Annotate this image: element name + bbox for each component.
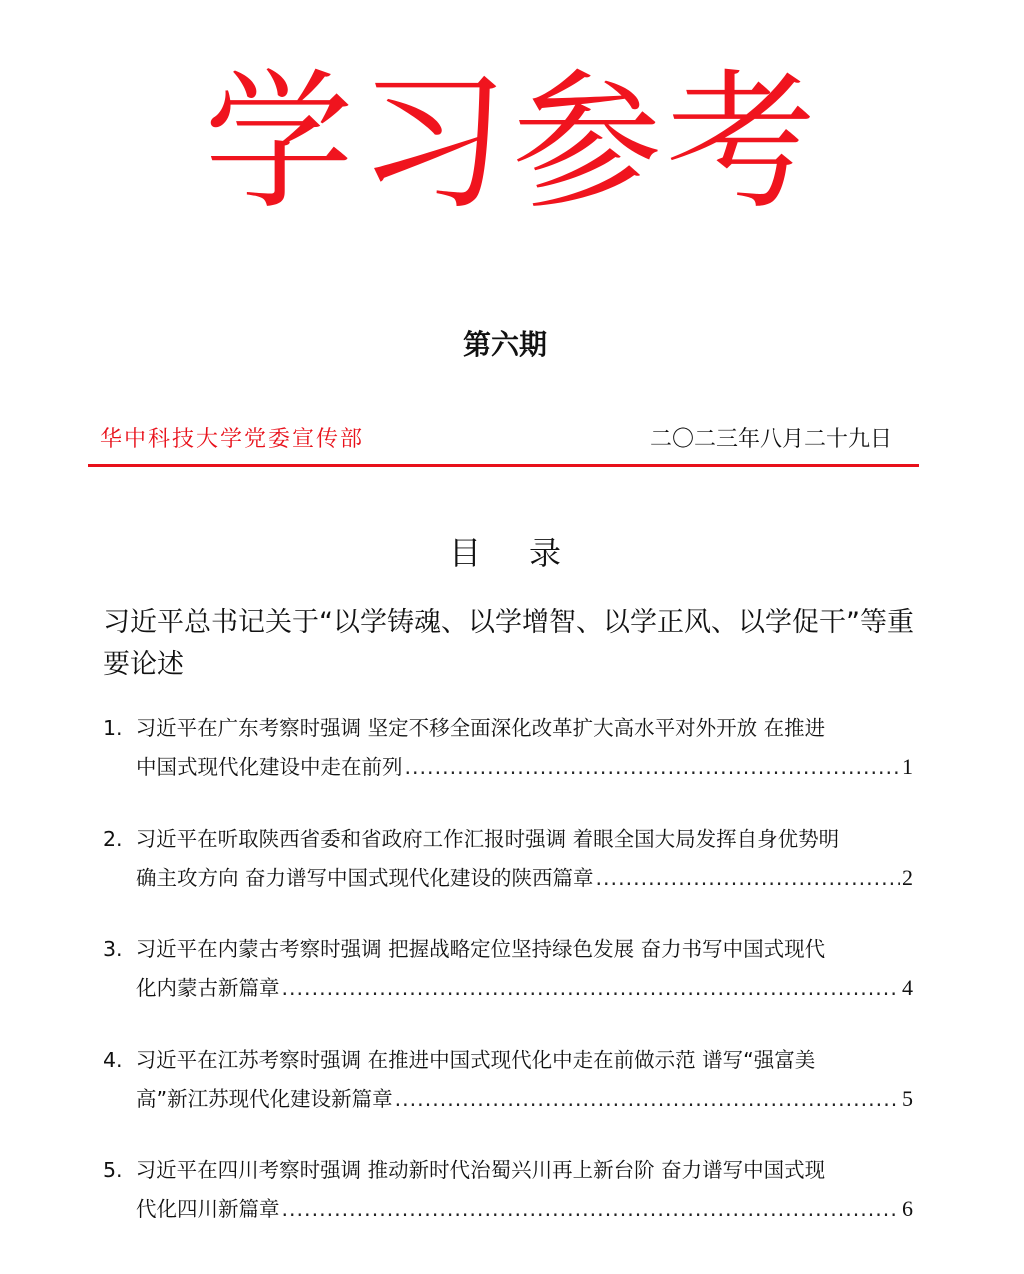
entry-title-line1: 习近平在江苏考察时强调 在推进中国式现代化中走在前做示范 谱写“强富美 <box>135 1047 816 1072</box>
entry-number: 2. <box>103 826 123 851</box>
entry-title-line2: 中国式现代化建设中走在前列 <box>136 755 403 779</box>
entry-title-line1: 习近平在四川考察时强调 推动新时代治蜀兴川再上新台阶 奋力谱写中国式现 <box>135 1158 826 1182</box>
entry-number: 5. <box>103 1158 123 1182</box>
entry-number: 3. <box>103 937 123 961</box>
toc-entry[interactable] <box>103 927 913 1001</box>
toc-heading-char: 目 <box>448 534 481 572</box>
entry-number: 1. <box>103 716 123 740</box>
entry-page: 2 <box>902 864 913 890</box>
entry-page: 4 <box>902 975 913 1000</box>
header-rule <box>88 464 919 467</box>
toc-entry[interactable] <box>103 706 913 780</box>
dot-leader <box>596 866 900 890</box>
publisher: 华中科技大学党委宣传部 <box>100 427 365 452</box>
dot-leader <box>282 1197 901 1221</box>
dot-leader <box>395 1087 900 1111</box>
publication-date: 二〇二三年八月二十九日 <box>649 427 892 452</box>
dot-leader <box>282 976 901 1000</box>
entry-title-line2: 代化四川新篇章 <box>136 1197 280 1221</box>
issue-number: 第六期 <box>462 328 547 361</box>
entry-title-line1: 习近平在内蒙古考察时强调 把握战略定位坚持绿色发展 奋力书写中国式现代 <box>135 937 826 961</box>
entry-title-line2: 高”新江苏现代化建设新篇章 <box>136 1086 393 1111</box>
publication-title: 学习参考 <box>203 56 820 230</box>
toc-entry[interactable] <box>103 1038 913 1112</box>
dot-leader <box>405 755 901 779</box>
entry-page: 5 <box>902 1085 913 1111</box>
entry-title-line2: 化内蒙古新篇章 <box>136 976 280 1000</box>
entry-page: 1 <box>902 754 913 779</box>
entry-title-line2: 确主攻方向 奋力谱写中国式现代化建设的陕西篇章 <box>136 865 594 890</box>
toc-entry[interactable] <box>103 817 913 891</box>
toc-entry[interactable] <box>103 1148 913 1222</box>
entry-title-line1: 习近平在听取陕西省委和省政府工作汇报时强调 着眼全国大局发挥自身优势明 <box>135 826 840 851</box>
entry-title-line1: 习近平在广东考察时强调 坚定不移全面深化改革扩大高水平对外开放 在推进 <box>135 716 826 740</box>
toc-section-title: 习近平总书记关于“以学铸魂、以学增智、以学正风、以学促干”等重要论述 <box>103 607 914 680</box>
toc-heading <box>0 528 1010 574</box>
entry-number: 4. <box>103 1047 123 1072</box>
entry-page: 6 <box>902 1196 913 1221</box>
toc-heading-char: 录 <box>529 534 562 572</box>
